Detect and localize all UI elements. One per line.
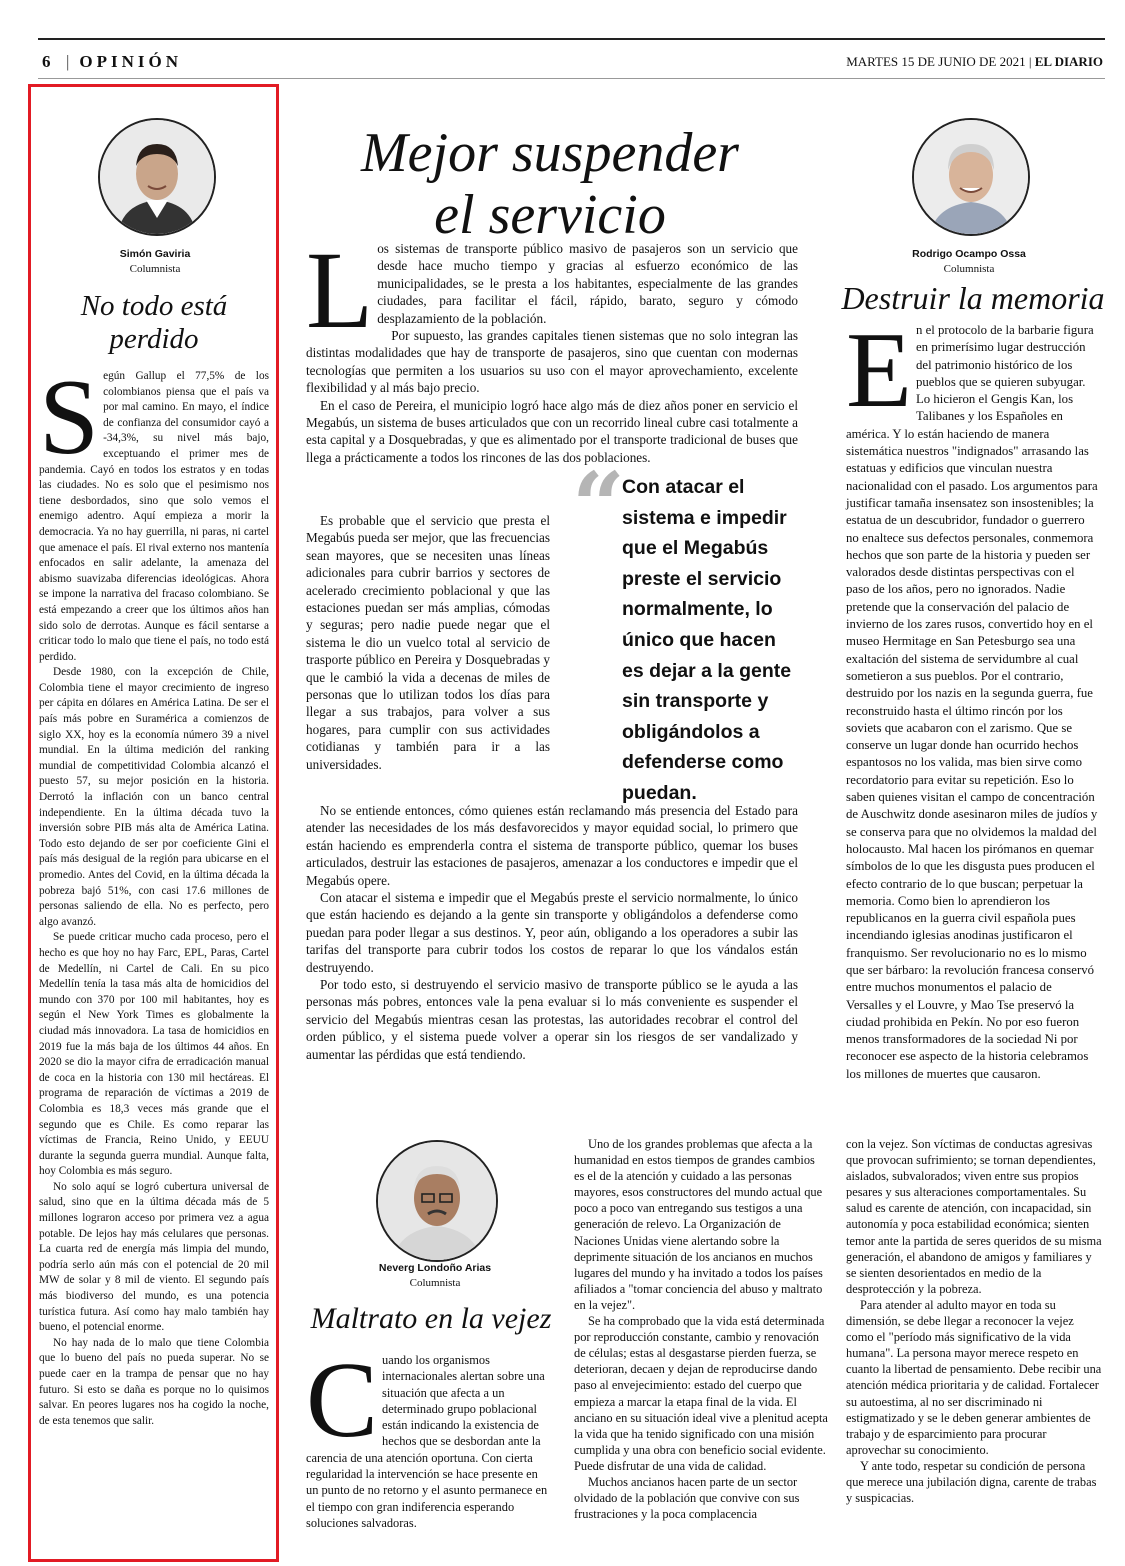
column-title: No todo está perdido <box>80 290 228 356</box>
paragraph: Y ante todo, respetar su condición de persona que merece una jubilación digna, carente de trabas y suspicacias. <box>846 1458 1097 1506</box>
dateline: MARTES 15 DE JUNIO DE 2021 | EL DIARIO <box>846 54 1103 69</box>
dropcap: S <box>39 358 100 477</box>
column-title: Maltrato en la vejez <box>310 1302 552 1335</box>
bottom-col-2 <box>574 1136 828 1522</box>
author-portrait-neverg-londono <box>376 1140 498 1262</box>
dropcap: E <box>846 311 912 430</box>
author-name: Rodrigo Ocampo Ossa <box>912 248 1026 260</box>
paragraph: En el caso de Pereira, el municipio logró hace algo más de diez años poner en servicio el Megabús, un sistema de buses articulados que con un recorrido lineal cubre casi totalmente a esta capital y a Dosquebradas, y que es alimentado por el transporte tradicional de buses que llega a prácticamente a todos los rincones de las dos poblaciones. <box>306 397 798 465</box>
paragraph: Con atacar el sistema e impedir que el Megabús preste el servicio normalmente, lo único que están haciendo es dejando a la gente sin transporte y obligándolos a defenderse como puedan para poder llegar a sus destinos. Y, peor aún, obligando a los operadores a subir las tarifas del transporte para cubrir todos los costos de reparar lo que los vándalos están destruyendo. <box>306 890 798 975</box>
quote-mark-icon: “ <box>572 452 625 560</box>
paragraph: Para atender al adulto mayor en toda su dimensión, se debe llegar a reconocer la vejez como el "período más significativo de la vida humana". La persona mayor merece respeto en cuanto la libertad de pensamiento. Debe recibir una atención médica prioritaria y de calidad. Fortalecer su autoestima, al no ser discriminado ni estigmatizado y se le deben generar ambientes de trabajo y de esparcimiento para procurar aprovechar su conocimiento. <box>846 1297 1102 1457</box>
author-role: Columnista <box>943 263 995 275</box>
author-name: Simón Gaviria <box>119 248 191 260</box>
main-title: Mejor suspender el servicio <box>361 122 739 246</box>
paragraph: Se ha comprobado que la vida está determinada por reproducción constante, cambio y renovación de células; estas al desgastarse pierden fuerza, se deterioran, decaen y dejan de reproducirse dando paso al envejecimiento: estado del cuerpo que empieza a marcar la etapa final de la vida. El anciano en su situación ideal vive a plenitud acepta la vida que ha tenido significado con una misión cumplida y una obra con beneficio social evidente. Puede disfrutar de una vida de calidad. <box>574 1314 828 1473</box>
paragraph: Se puede criticar mucho cada proceso, pero el hecho es que hoy no hay Farc, EPL, Paras, Cartel de Medellín, ni Cartel de Cali. En su pico Medellín tenía la tasa más alta de homicidios del mundo con 370 por 100 mil habitantes, hoy es según el New York Times es globalmente la ciudad más innovadora. La tasa de homicidios en 2019 fue la más baja de los últimos 44 años. En 2020 se dio la mayor cifra de erradicación manual de coca en la historia con 130 mil hectáreas. El programa de reparación de víctimas a 2019 de Colombia es 18,3 veces más grande que el segundo que es Chile. Es como reparar las víctimas de Francia, Reino Unido, y EEUU durante la segunda guerra mundial. Aunque falta, hoy Colombia es más seguro. <box>39 931 269 1178</box>
paragraph: No solo aquí se logró cubertura universal de salud, sino que en la última década más de 5 millones lograron acceso por primera vez a agua potable. De lejos hay más celulares que personas. La cuarta red de energía más limpia del mundo, podría serlo aún más con el potencial de 20 mil MW de solar y 8 mil de viento. El segundo país más biodiverso del mundo, es una potencia turística futura. Así como hay malo también hay bueno, el potencial enorme. <box>39 1180 269 1334</box>
pull-quote-text: Con atacar el sistema e impedir que el Megabús preste el servicio normalmente, lo único que hacen es dejar a la gente sin transporte y obligándolos a defenderse como puedan. <box>622 476 792 804</box>
author-name: Neverg Londoño Arias <box>378 1262 492 1274</box>
paragraph: egún Gallup el 77,5% de los colombianos piensa que el país va por mal camino. En mayo, el índice de confianza del consumidor cayó a -34,3%, su nivel más bajo, exceptuando el primer mes de pandemia. Cayó en todos los estratos y en todas las ciudades. No es solo que el pesimismo nos tiene desbordados, sino que solo vemos el enemigo adentro. Aquí empieza a morir la democracia. Ya no hay guerrilla, ni paras, ni cartel que amenace el país. El rival externo nos mantenía enfocados en salir adelante, la amenaza del abismo suavizaba diferencias ideológicas. Ahora se impone la narrativa del fracaso colombiano. Se está empezando a creer que los últimos años han sido solo de derrotas. Aunque es fácil sentarse a criticar todo lo malo que tiene el país, no todo está perdido. <box>39 370 269 663</box>
author-portrait-simon-gaviria <box>98 118 216 236</box>
page-number: 6 <box>42 52 51 71</box>
paragraph: No se entiende entonces, cómo quienes están reclamando más presencia del Estado para atender las necesidades de los más desfavorecidos y mayor equidad social, lo primero que están haciendo es emprenderla contra el sistema de transporte público, quemar los buses articulados, destruir las estaciones de pasajeros, amenazar a los conductores e impedir que el Megabús opere. <box>306 803 798 888</box>
author-portrait-rodrigo-ocampo <box>912 118 1030 236</box>
author-role: Columnista <box>129 263 181 275</box>
section-name: | OPINIÓN <box>66 52 183 71</box>
author-role: Columnista <box>409 1277 461 1289</box>
paragraph: Por supuesto, las grandes capitales tienen sistemas que no solo integran las distintas modalidades que hay de transporte de pasajeros, sino que cuentan con modernas tecnologías que permiten a los usuarios su uso con el mayor aprovechamiento, excelente flexibilidad y al más bajo precio. <box>306 328 798 396</box>
main-body-bottom <box>306 802 798 1063</box>
dropcap: L <box>306 229 374 351</box>
paragraph: Es probable que el servicio que presta el Megabús pueda ser mejor, que las frecuencias sean mayores, que se necesiten unas líneas adicionales para cubrir barrios y sectores de acelerado crecimiento poblacional y que las estaciones puedan ser más amplias, cómodas y seguras; pero nadie puede negar que el sistema le dio un vuelco total al servicio de trasporte público en Pereira y Dosquebradas y que le cambió la vida a decenas de miles de personas que lo utilizan todos los días para llegar a sus trabajos, para volver a sus hogares, para cumplir con sus actividades cotidianas y también para ir a las universidades. <box>306 513 550 772</box>
main-body-top <box>306 229 798 466</box>
paragraph: Por todo esto, si destruyendo el servicio masivo de transporte público se le ayuda a las personas más pobres, entonces vale la pena evaluar si lo más conveniente es suspender el servicio del Megabús mientras cesan las protestas, las autoridades recobrar el control del orden público, y el sistema puede volver a operar sin los riesgos de ser vandalizado y aumentar las pérdidas que está tendiendo. <box>306 977 798 1062</box>
paragraph: uando los organismos internacionales alertan sobre una situación que afecta a un determinado grupo poblacional están indicando la existencia de hechos que se desbordan ante la carencia de una atención oportuna. Con cierta regularidad la intervención se hace presente en un punto de no retorno y el asunto permanece en el tiempo con gran indiferencia esperando soluciones salvadoras. <box>306 1353 548 1530</box>
main-body-narrow <box>306 512 550 773</box>
column-body <box>39 358 269 1429</box>
paragraph: n el protocolo de la barbarie figura en primerísimo lugar destrucción del patrimonio histórico de los pueblos que se quieren subyugar. Lo hicieron el Gengis Kan, los Talibanes y los Españoles en américa. Y lo están haciendo de manera sistemática nuestros "indignados" arrasando las estatuas y edificios que vinculan nuestra nacionalidad con el pasado. Los argumentos para justificar tamaña insensatez son insostenibles; la estatua de un descubridor, fundador o guerrero no enaltece sus defectos personales, conmemora hechos que son parte de la historia y pueden ser valorados desde distintas perspectivas con el paso de los años, pero no ignorados. Nadie pretende que la conservación del palacio de invierno de los zares rusos, convertido hoy en el museo Hermitage en San Petesburgo sea una exaltación del sistema de servidumbre al cual sometieron a sus pueblos. Por el contrario, destruido por los nazis en la segunda guerra, fue reconstruido hasta el último rincón por los soviets que acabaron con el zarismo. Que se conserve un lugar donde han ocurrido hechos espantosos no los valida, mas bien sirve como recordatorio para evitar su repetición. Eso lo saben quienes visitan el campo de concentración de Auschwitz donde asesinaron miles de judíos y se conserva para que no olvidemos la maldad del holocausto. Mal hacen los pirómanos en quemar símbolos de lo que les disgusta pues producen el efecto contrario de lo que buscan; perpetuar la memoria. Como bien lo aprendieron los republicanos en la guerra civil española pues incendiando iglesias anodinas justificaron el franquismo. Ser revolucionario no es lo mismo que ser bárbaro: la revolución francesa conservó entre muchos monumentos el palacio de Versalles y el Louvre, y Mao Tse preservó la ciudad prohibida en Pekín. No por eso fueron menos transformadores de la sociedad Ni por reconocer ese aspecto de la historia celebramos los millones de muertes que causaron. <box>846 323 1098 1081</box>
bottom-col-3 <box>846 1136 1102 1506</box>
paragraph: con la vejez. Son víctimas de conductas agresivas que provocan sufrimiento; se tornan dependientes, aislados, subvalorados; viven entre sus propios pesares y sus alteraciones comportamentales. Su salud es carente de atención, con incapacidad, sin autonomía y poca estabilidad económica; sienten temor ante la partida de seres queridos de su misma generación, el abandono de amigos y familiares y se sienten desorientados en medio de la desprotección y la pobreza. <box>846 1137 1102 1296</box>
column-title: Destruir la memoria <box>841 280 1105 316</box>
paragraph: Muchos ancianos hacen parte de un sector olvidado de la población que convive con sus frustraciones y la poca complacencia <box>574 1474 800 1522</box>
top-rule <box>38 38 1105 40</box>
header-rule <box>38 78 1105 79</box>
paragraph: Uno de los grandes problemas que afecta a la humanidad en estos tiempos de grandes cambios es el de la atención y cuidado a las personas mayores, esos constructores del mundo actual que poco a poco van entregando sus testigos a una generación de relevo. La Organización de Naciones Unidas viene alertando sobre la deprimente situación de los ancianos en muchos lugares del mundo y ha invitado a todos los países afiliados a "tomar conciencia del abuso y maltrato en la vejez". <box>574 1137 823 1312</box>
dropcap: C <box>306 1341 379 1460</box>
paragraph: Desde 1980, con la excepción de Chile, Colombia tiene el mayor crecimiento de ingreso per cápita en dólares en América Latina. De ser el país más pobre en Suramérica a comienzos de siglo XX, hoy es la economía número 39 a nivel mundial. En la última medición del ranking mundial de competitividad Colombia alcanzó el puesto 57, su mejor posición en la historia. Derrotó la inflación con un banco central independiente. En la última década tuvo la inversión sobre PIB más alta de América Latina. Todo esto dejando de ser por coeficiente Gini el país más desigual de la región para ubicarse en el promedio. Antes del Covid, en la última década la pobreza bajó 51%, con casi 17.6 millones de personas saliendo de ella. No es perfecto, pero algo avanzó. <box>39 666 269 928</box>
column-body <box>846 311 1100 1083</box>
paragraph: os sistemas de transporte público masivo de pasajeros son un servicio que desde hace mucho tiempo y gracias al esfuerzo económico de las municipalidades, se le presta a los habitantes, especialmente de las grandes ciudades, para facilitar el fácil, rápido, barato, seguro y cómodo desplazamiento de la población. <box>377 241 798 326</box>
paragraph: No hay nada de lo malo que tiene Colombia que lo bueno del país no pueda superar. No se puede caer en la trampa de pensar que no hay futuro. Si esto se daña es porque no lo quisimos salvar. En peores lugares nos ha cogido la noche, de esta tenemos que salir. <box>39 1336 269 1427</box>
bottom-col-1 <box>306 1341 550 1531</box>
